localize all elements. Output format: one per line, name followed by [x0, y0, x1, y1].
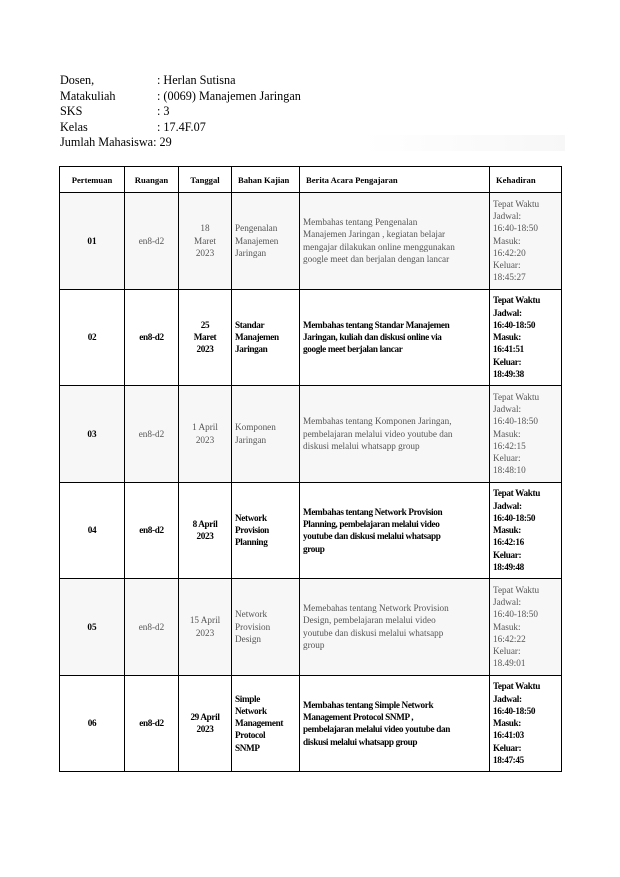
column-header-bahan-kajian: Bahan Kajian	[232, 167, 300, 193]
kehadiran-line: 18:47:45	[493, 754, 524, 765]
kehadiran-line: 18:49:38	[493, 368, 524, 379]
tanggal-line: 25	[200, 319, 210, 330]
kehadiran-line: 16:42:15	[493, 440, 526, 451]
tanggal-line: 29 April	[190, 711, 220, 722]
tanggal-cell	[179, 579, 232, 676]
kehadiran-line: Masuk:	[493, 718, 522, 729]
bahan-line: Standar	[235, 319, 265, 330]
kehadiran-line: 16:42:22	[493, 633, 526, 644]
jumlah-label: Jumlah Mahasiswa	[60, 135, 154, 149]
kelas-label: Kelas	[60, 119, 88, 134]
tanggal-cell	[179, 482, 232, 579]
berita-line: diskusi melalui whatsapp group	[303, 440, 420, 451]
berita-line: Membahas tentang Pengenalan	[303, 217, 418, 228]
column-header-tanggal: Tanggal	[179, 167, 232, 193]
kehadiran-line: Masuk:	[493, 621, 521, 632]
kehadiran-line: 16:40-18:50	[493, 609, 538, 620]
berita-line: pembelajaran melalui video youtube dan	[303, 724, 450, 735]
kehadiran-line: Keluar:	[493, 453, 521, 464]
berita-line: Membahas tentang Simple Network	[303, 699, 434, 710]
kehadiran-line: Jadwal:	[493, 404, 522, 414]
kelas-value: : 17.4F.07	[157, 119, 206, 134]
bahan-line: Network	[235, 512, 267, 523]
dosen-row	[60, 73, 560, 89]
kehadiran-line: 18.49:01	[493, 658, 526, 669]
bahan-line: Komponen	[235, 422, 276, 433]
berita-line: youtube dan diskusi melalui whatsapp	[303, 627, 444, 638]
bahan-line: Pengenalan	[235, 223, 278, 234]
kehadiran-cell	[490, 675, 562, 772]
kehadiran-line: Keluar:	[493, 646, 521, 657]
bahan-line: Jaringan	[235, 247, 267, 258]
matakuliah-row	[60, 89, 560, 105]
sks-value: : 3	[157, 104, 170, 118]
bahan-line: Provision	[235, 525, 269, 536]
berita-line: youtube dan diskusi melalui whatsapp	[303, 531, 441, 542]
pertemuan-cell: 01	[60, 193, 125, 290]
bahan-kajian-cell	[232, 289, 300, 386]
jumlah-value: : 29	[153, 135, 172, 149]
jumlah-row	[60, 135, 565, 151]
berita-line: Jaringan, kuliah dan diskusi online via	[303, 332, 442, 343]
kehadiran-line: 16:42:16	[493, 537, 524, 548]
kehadiran-line: Tepat Waktu	[493, 488, 540, 499]
table-body	[60, 193, 562, 772]
tanggal-line: Maret	[194, 235, 216, 246]
kehadiran-cell	[490, 193, 562, 290]
dosen-label: Dosen,	[60, 73, 95, 87]
kehadiran-cell	[490, 386, 562, 483]
table-header-row	[60, 167, 562, 193]
kehadiran-line: 16:40-18:50	[493, 319, 536, 330]
kehadiran-line: 16:41:51	[493, 344, 524, 355]
tanggal-line: 2023	[195, 247, 215, 258]
berita-line: pembelajaran melalui video youtube dan	[303, 428, 453, 439]
tanggal-cell	[179, 675, 232, 772]
kehadiran-line: 16:40-18:50	[493, 705, 536, 716]
berita-line: Planning, pembelajaran melalui video	[303, 518, 440, 529]
kelas-row	[60, 120, 560, 136]
matakuliah-value: : (0069) Manajemen Jaringan	[157, 88, 301, 103]
berita-acara-cell	[300, 289, 490, 386]
kehadiran-cell	[490, 482, 562, 579]
schedule-table	[59, 166, 562, 772]
berita-acara-cell	[300, 675, 490, 772]
berita-line: diskusi melalui whatsapp group	[303, 736, 418, 747]
tanggal-line: 18	[200, 223, 210, 234]
bahan-line: Simple	[235, 693, 260, 704]
tanggal-line: 15 April	[189, 615, 221, 626]
berita-line: Memebahas tentang Network Provision	[303, 603, 449, 614]
bahan-line: Design	[235, 633, 262, 644]
bahan-line: Management	[235, 718, 284, 729]
bahan-kajian-cell	[232, 386, 300, 483]
column-header-berita-acara: Berita Acara Pengajaran	[300, 167, 490, 193]
tanggal-line: 2023	[195, 627, 215, 638]
kehadiran-line: Masuk:	[493, 235, 521, 246]
bahan-line: Manajemen	[235, 235, 279, 246]
ruangan-cell: en8-d2	[125, 289, 179, 386]
berita-line: Management Protocol SNMP ,	[303, 711, 414, 722]
pertemuan-cell: 02	[60, 289, 125, 386]
berita-line: group	[303, 543, 325, 554]
kehadiran-line: Keluar:	[493, 260, 521, 271]
pertemuan-cell: 04	[60, 482, 125, 579]
sks-row	[60, 104, 560, 120]
kehadiran-line: Tepat Waktu	[493, 391, 540, 402]
berita-line: group	[303, 640, 325, 651]
table-row	[60, 289, 562, 386]
bahan-line: Manajemen	[235, 332, 279, 343]
table-row	[60, 675, 562, 772]
berita-acara-cell	[300, 193, 490, 290]
column-header-pertemuan: Pertemuan	[60, 167, 125, 193]
bahan-line: Provision	[235, 621, 271, 632]
kehadiran-line: 16:40-18:50	[493, 223, 538, 234]
kehadiran-line: Jadwal:	[493, 500, 522, 511]
bahan-kajian-cell	[232, 482, 300, 579]
table-row	[60, 579, 562, 676]
pertemuan-cell: 05	[60, 579, 125, 676]
kehadiran-line: Masuk:	[493, 332, 522, 343]
bahan-kajian-cell	[232, 675, 300, 772]
kehadiran-cell	[490, 289, 562, 386]
ruangan-cell: en8-d2	[125, 675, 179, 772]
kehadiran-line: 16:40-18:50	[493, 512, 536, 523]
berita-line: Manajemen Jaringan , kegiatan belajar	[303, 229, 446, 240]
tanggal-line: 8 April	[192, 518, 218, 529]
tanggal-line: 1 April	[192, 422, 218, 433]
bahan-line: Network	[235, 705, 267, 716]
kehadiran-line: 16:40-18:50	[493, 416, 538, 427]
berita-acara-cell	[300, 386, 490, 483]
kehadiran-line: Tepat Waktu	[493, 198, 540, 209]
berita-line: google meet dan berjalan dengan lancar	[303, 254, 450, 265]
kehadiran-line: 16:42:20	[493, 247, 526, 258]
kehadiran-line: Keluar:	[493, 549, 522, 560]
bahan-line: Protocol	[235, 730, 266, 741]
kehadiran-line: Masuk:	[493, 525, 522, 536]
tanggal-cell	[179, 386, 232, 483]
berita-acara-cell	[300, 482, 490, 579]
berita-line: Membahas tentang Network Provision	[303, 506, 443, 517]
table-row	[60, 386, 562, 483]
berita-line: Design, pembelajaran melalui video	[303, 615, 436, 626]
kehadiran-line: 18:49:48	[493, 561, 524, 572]
bahan-kajian-cell	[232, 579, 300, 676]
kehadiran-line: Tepat Waktu	[493, 295, 540, 306]
ruangan-cell: en8-d2	[125, 386, 179, 483]
kehadiran-line: Jadwal:	[493, 307, 522, 318]
dosen-value: : Herlan Sutisna	[157, 73, 236, 87]
bahan-line: Jaringan	[235, 434, 267, 445]
column-header-kehadiran: Kehadiran	[490, 167, 562, 193]
bahan-line: Planning	[235, 537, 268, 548]
berita-line: google meet berjalan lancar	[303, 344, 403, 355]
kehadiran-line: 16:41:03	[493, 730, 524, 741]
tanggal-line: 2023	[195, 434, 215, 445]
column-header-ruangan: Ruangan	[125, 167, 179, 193]
kehadiran-line: Jadwal:	[493, 211, 522, 221]
ruangan-cell: en8-d2	[125, 193, 179, 290]
kehadiran-line: Jadwal:	[493, 597, 522, 607]
kehadiran-line: Tepat Waktu	[493, 681, 540, 692]
pertemuan-cell: 06	[60, 675, 125, 772]
kehadiran-line: Keluar:	[493, 356, 522, 367]
tanggal-line: 2023	[196, 724, 214, 735]
table-row	[60, 193, 562, 290]
tanggal-cell	[179, 193, 232, 290]
pertemuan-cell: 03	[60, 386, 125, 483]
kehadiran-cell	[490, 579, 562, 676]
ruangan-cell: en8-d2	[125, 579, 179, 676]
ruangan-cell: en8-d2	[125, 482, 179, 579]
kehadiran-line: Masuk:	[493, 428, 521, 439]
kehadiran-line: Tepat Waktu	[493, 584, 540, 595]
matakuliah-label: Matakuliah	[60, 88, 116, 103]
berita-acara-cell	[300, 579, 490, 676]
kehadiran-line: Keluar:	[493, 742, 522, 753]
berita-line: Membahas tentang Standar Manajemen	[303, 319, 450, 330]
table-row	[60, 482, 562, 579]
bahan-line: Jaringan	[235, 344, 268, 355]
course-info	[60, 73, 560, 151]
tanggal-line: 2023	[196, 344, 214, 355]
kehadiran-line: Jadwal:	[493, 693, 522, 704]
kehadiran-line: 18:48:10	[493, 465, 526, 476]
bahan-kajian-cell	[232, 193, 300, 290]
tanggal-line: Maret	[193, 332, 217, 343]
tanggal-cell	[179, 289, 232, 386]
tanggal-line: 2023	[196, 531, 214, 542]
bahan-line: SNMP	[235, 742, 260, 753]
kehadiran-line: 18:45:27	[493, 272, 526, 283]
berita-line: mengajar dilakukan online menggunakan	[303, 241, 455, 252]
bahan-line: Network	[235, 609, 268, 620]
berita-line: Membahas tentang Komponen Jaringan,	[303, 416, 452, 427]
sks-label: SKS	[60, 104, 83, 118]
